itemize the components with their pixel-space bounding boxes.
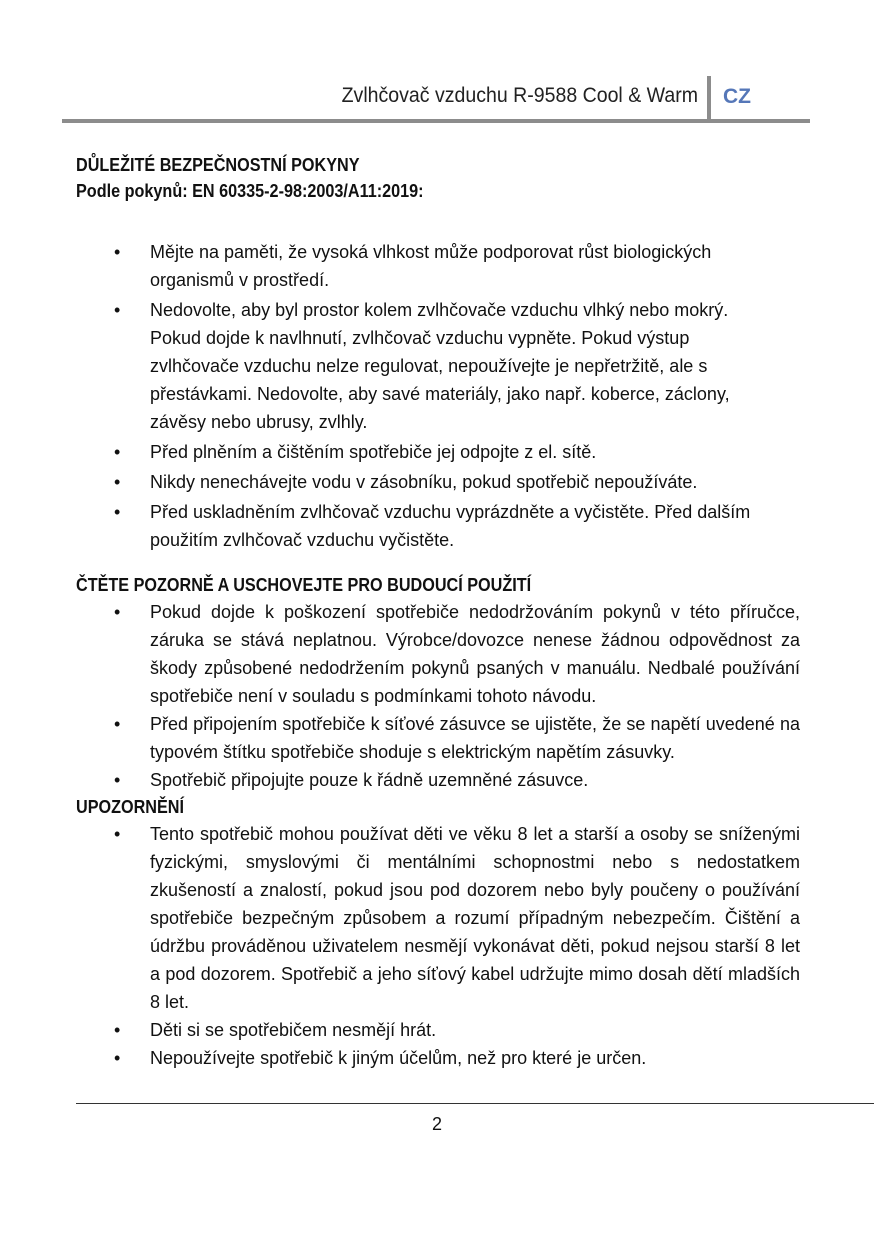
list-item-text: Před uskladněním zvlhčovač vzduchu vyprázdněte a vyčistěte. Před dalším použitím zvlhčovač vzduchu vyčistěte. bbox=[150, 502, 751, 550]
header-rule bbox=[62, 119, 810, 123]
list-item-text: Tento spotřebič mohou používat děti ve věku 8 let a starší a osoby se sníženými fyzickými, smyslovými či mentálními schopnostmi nebo s nedostatkem zkušeností a znalostí, pokud jsou pod dozorem nebo byly poučeny o používání spotřebiče bezpečným způsobem a rozumí případným nebezpečím. Čištění a údržbu prováděnou uživatelem nesmějí vykonávat děti, pokud nejsou starší 8 let a pod dozorem. Spotřebič a jeho síťový kabel udržujte mimo dosah dětí mladších 8 let. bbox=[150, 824, 800, 1012]
list-item-text: Před plněním a čištěním spotřebiče jej odpojte z el. sítě. bbox=[150, 442, 597, 462]
bullet-icon: • bbox=[114, 442, 121, 462]
list-item-text: Před připojením spotřebiče k síťové zásuvce se ujistěte, že se napětí uvedené na typovém štítku spotřebiče shoduje s elektrickým napětím zásuvky. bbox=[150, 714, 800, 762]
list-item-text: Děti si se spotřebičem nesmějí hrát. bbox=[150, 1020, 437, 1040]
list-item-text: Spotřebič připojujte pouze k řádně uzemněné zásuvce. bbox=[150, 770, 589, 790]
list-item bbox=[76, 820, 800, 1016]
bullet-icon: • bbox=[114, 242, 121, 262]
bullet-icon: • bbox=[114, 1020, 121, 1040]
page-content bbox=[76, 152, 800, 1072]
language-code: CZ bbox=[723, 85, 751, 108]
header-divider bbox=[707, 76, 711, 122]
header-title: Zvlhčovač vzduchu R-9588 Cool & Warm bbox=[341, 84, 698, 107]
section-heading: ČTĚTE POZORNĚ A USCHOVEJTE PRO BUDOUCÍ POUŽITÍ bbox=[76, 575, 532, 595]
list-item-text: Nepoužívejte spotřebič k jiným účelům, než pro které je určen. bbox=[150, 1048, 647, 1068]
bullet-icon: • bbox=[114, 602, 121, 622]
list-item-text: Nedovolte, aby byl prostor kolem zvlhčovače vzduchu vlhký nebo mokrý. Pokud dojde k navlhnutí, zvlhčovač vzduchu vypněte. Pokud výstup zvlhčovače vzduchu nelze regulovat, nepoužívejte je nepřetržitě, ale s přestávkami. Nedovolte, aby savé materiály, jako např. koberce, záclony, závěsy nebo ubrusy, zvlhly. bbox=[150, 300, 730, 432]
bullet-list bbox=[76, 820, 800, 1072]
footer-rule bbox=[76, 1103, 874, 1104]
list-item bbox=[76, 498, 800, 554]
bullet-list bbox=[76, 238, 800, 554]
bullet-icon: • bbox=[114, 502, 121, 522]
page-number: 2 bbox=[431, 1114, 442, 1134]
bullet-icon: • bbox=[114, 714, 121, 734]
list-item bbox=[76, 710, 800, 766]
bullet-icon: • bbox=[114, 472, 121, 492]
section-warning bbox=[76, 794, 800, 1072]
section-read-carefully bbox=[76, 572, 800, 794]
bullet-list bbox=[76, 598, 800, 794]
list-item bbox=[76, 598, 800, 710]
list-item bbox=[76, 238, 800, 294]
list-item-text: Pokud dojde k poškození spotřebiče nedodržováním pokynů v této příručce, záruka se stává neplatnou. Výrobce/dovozce nenese žádnou odpovědnost za škody způsobené nedodržením pokynů psaných v manuálu. Nedbalé používání spotřebiče není v souladu s podmínkami tohoto návodu. bbox=[150, 602, 800, 706]
list-item bbox=[76, 1044, 800, 1072]
list-item bbox=[76, 296, 800, 436]
bullet-icon: • bbox=[114, 1048, 121, 1068]
list-item bbox=[76, 438, 800, 466]
bullet-icon: • bbox=[114, 770, 121, 790]
standard-reference: Podle pokynů: EN 60335-2-98:2003/A11:2019: bbox=[76, 181, 424, 201]
bullet-icon: • bbox=[114, 300, 121, 320]
list-item bbox=[76, 468, 800, 496]
list-item-text: Mějte na paměti, že vysoká vlhkost může podporovat růst biologických organismů v prostředí. bbox=[150, 242, 712, 290]
bullet-icon: • bbox=[114, 824, 121, 844]
section-heading: DŮLEŽITÉ BEZPEČNOSTNÍ POKYNY bbox=[76, 155, 360, 175]
list-item bbox=[76, 766, 800, 794]
section-heading: UPOZORNĚNÍ bbox=[76, 797, 185, 817]
list-item bbox=[76, 1016, 800, 1044]
list-item-text: Nikdy nenechávejte vodu v zásobníku, pokud spotřebič nepoužíváte. bbox=[150, 472, 698, 492]
section-safety-instructions bbox=[76, 152, 800, 554]
